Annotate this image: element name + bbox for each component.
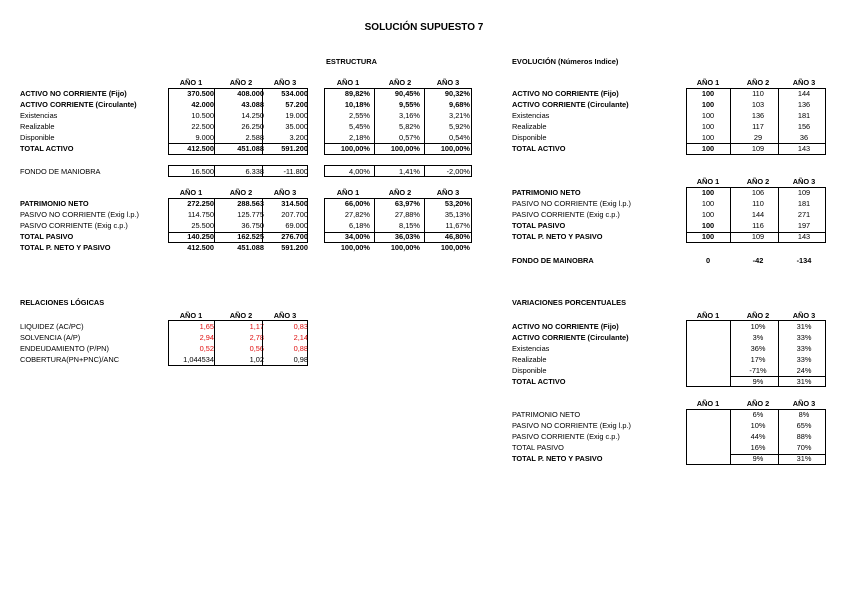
divider-line bbox=[262, 320, 263, 366]
percent-cell: 88% bbox=[796, 432, 812, 441]
percent-cell: -2,00% bbox=[446, 167, 470, 176]
value-cell: 272.250 bbox=[187, 199, 214, 208]
row-label: LIQUIDEZ (AC/PC) bbox=[20, 322, 84, 331]
fondo-pct-box bbox=[324, 165, 472, 177]
column-header: AÑO 1 bbox=[336, 188, 360, 197]
column-header: AÑO 2 bbox=[229, 311, 253, 320]
value-cell: 14.250 bbox=[241, 111, 264, 120]
column-header: AÑO 1 bbox=[696, 399, 720, 408]
page-title: SOLUCIÓN SUPUESTO 7 bbox=[364, 22, 484, 33]
row-label: PATRIMONIO NETO bbox=[20, 199, 89, 208]
row-label: TOTAL P. NETO Y PASIVO bbox=[512, 232, 603, 241]
value-cell: 26.250 bbox=[241, 122, 264, 131]
column-header: AÑO 2 bbox=[746, 177, 770, 186]
value-cell: 591.200 bbox=[281, 144, 308, 153]
percent-cell: 8,15% bbox=[399, 221, 420, 230]
percent-cell: 100,00% bbox=[390, 243, 420, 252]
value-cell: 534.000 bbox=[281, 89, 308, 98]
percent-cell: 100,00% bbox=[440, 144, 470, 153]
value-cell: 276.700 bbox=[281, 232, 308, 241]
value-cell: 25.500 bbox=[191, 221, 214, 230]
divider-line bbox=[424, 198, 425, 243]
column-header: AÑO 2 bbox=[388, 78, 412, 87]
value-cell: -11.800 bbox=[283, 167, 308, 176]
value-cell: 42.000 bbox=[191, 100, 214, 109]
ratio-cell: 0,98 bbox=[293, 355, 308, 364]
divider-line bbox=[214, 88, 215, 155]
percent-cell: 3,21% bbox=[449, 111, 470, 120]
percent-cell: 0,54% bbox=[449, 133, 470, 142]
value-cell: 69.000 bbox=[285, 221, 308, 230]
ratio-cell: 0,83 bbox=[293, 322, 308, 331]
row-label: PATRIMONIO NETO bbox=[512, 188, 581, 197]
divider-line bbox=[778, 88, 779, 155]
index-cell: 100 bbox=[701, 221, 715, 230]
column-header: AÑO 1 bbox=[696, 311, 720, 320]
row-label: TOTAL ACTIVO bbox=[512, 377, 566, 386]
percent-cell: 31% bbox=[796, 377, 812, 386]
percent-cell: 36,03% bbox=[394, 232, 420, 241]
relaciones-box bbox=[168, 320, 308, 366]
index-cell: 271 bbox=[797, 210, 811, 219]
percent-cell: 5,45% bbox=[349, 122, 370, 131]
column-header: AÑO 1 bbox=[179, 311, 203, 320]
value-cell: 288.563 bbox=[237, 199, 264, 208]
percent-cell: 9,55% bbox=[399, 100, 420, 109]
activo-pct-box bbox=[324, 88, 472, 155]
percent-cell: 100,00% bbox=[340, 144, 370, 153]
percent-cell: 89,82% bbox=[344, 89, 370, 98]
percent-cell: 35,13% bbox=[444, 210, 470, 219]
index-cell: 100 bbox=[701, 232, 715, 241]
index-cell: 29 bbox=[753, 133, 763, 142]
value-cell: 43.088 bbox=[241, 100, 264, 109]
percent-cell: 6% bbox=[752, 410, 764, 419]
row-label: ACTIVO CORRIENTE (Circulante) bbox=[20, 100, 137, 109]
divider-line bbox=[168, 143, 308, 144]
divider-line bbox=[730, 187, 731, 243]
percent-cell: 10,18% bbox=[344, 100, 370, 109]
row-label: TOTAL PASIVO bbox=[20, 232, 74, 241]
column-header: AÑO 3 bbox=[273, 188, 297, 197]
index-cell: 0 bbox=[705, 256, 711, 265]
percent-cell: 9% bbox=[752, 377, 764, 386]
index-cell: 197 bbox=[797, 221, 811, 230]
percent-cell: 2,18% bbox=[349, 133, 370, 142]
row-label: PASIVO CORRIENTE (Exig c.p.) bbox=[20, 221, 128, 230]
value-cell: 314.500 bbox=[281, 199, 308, 208]
percent-cell: 100,00% bbox=[440, 243, 470, 252]
percent-cell: 53,20% bbox=[444, 199, 470, 208]
value-cell: 9.000 bbox=[195, 133, 214, 142]
row-label: ACTIVO NO CORRIENTE (Fijo) bbox=[512, 89, 619, 98]
index-cell: 143 bbox=[797, 232, 811, 241]
divider-line bbox=[424, 88, 425, 155]
row-label: Disponible bbox=[512, 133, 547, 142]
row-label: Realizable bbox=[512, 355, 547, 364]
index-cell: 109 bbox=[751, 144, 765, 153]
column-header: AÑO 1 bbox=[696, 78, 720, 87]
value-cell: 408.000 bbox=[237, 89, 264, 98]
divider-line bbox=[262, 198, 263, 243]
index-cell: 100 bbox=[701, 199, 715, 208]
value-cell: 207.700 bbox=[281, 210, 308, 219]
ratio-cell: 2,94 bbox=[199, 333, 214, 342]
divider-line bbox=[374, 165, 375, 177]
value-cell: 370.500 bbox=[187, 89, 214, 98]
index-cell: 136 bbox=[751, 111, 765, 120]
ratio-cell: 2,14 bbox=[293, 333, 308, 342]
row-label: TOTAL PASIVO bbox=[512, 221, 566, 230]
divider-line bbox=[324, 143, 472, 144]
index-cell: 106 bbox=[751, 188, 765, 197]
percent-cell: 3% bbox=[752, 333, 764, 342]
column-header: AÑO 1 bbox=[179, 78, 203, 87]
column-header: AÑO 2 bbox=[229, 78, 253, 87]
row-label: ACTIVO NO CORRIENTE (Fijo) bbox=[20, 89, 127, 98]
percent-cell: 100,00% bbox=[340, 243, 370, 252]
value-cell: 451.088 bbox=[237, 243, 264, 252]
percent-cell: 16% bbox=[750, 443, 766, 452]
divider-line bbox=[214, 198, 215, 243]
index-cell: -134 bbox=[796, 256, 812, 265]
value-cell: 36.750 bbox=[241, 221, 264, 230]
percent-cell: 100,00% bbox=[390, 144, 420, 153]
pasivo-pct-box bbox=[324, 198, 472, 243]
row-label: PATRIMONIO NETO bbox=[512, 410, 581, 419]
column-header: AÑO 3 bbox=[273, 311, 297, 320]
column-header: AÑO 1 bbox=[336, 78, 360, 87]
divider-line bbox=[730, 409, 731, 465]
row-label: Existencias bbox=[20, 111, 58, 120]
percent-cell: 5,82% bbox=[399, 122, 420, 131]
percent-cell: 27,88% bbox=[394, 210, 420, 219]
percent-cell: 33% bbox=[796, 333, 812, 342]
value-cell: 412.500 bbox=[187, 144, 214, 153]
value-cell: 591.200 bbox=[281, 243, 308, 252]
column-header: AÑO 3 bbox=[792, 177, 816, 186]
index-cell: 144 bbox=[751, 210, 765, 219]
index-cell: 109 bbox=[797, 188, 811, 197]
divider-line bbox=[324, 232, 472, 233]
percent-cell: 1,41% bbox=[399, 167, 420, 176]
divider-line bbox=[424, 165, 425, 177]
ratio-cell: 1,65 bbox=[199, 322, 214, 331]
pasivo-values-box bbox=[168, 198, 308, 243]
percent-cell: 24% bbox=[796, 366, 812, 375]
index-cell: 136 bbox=[797, 100, 811, 109]
ratio-cell: 1,17 bbox=[249, 322, 264, 331]
row-label: ENDEUDAMIENTO (P/PN) bbox=[20, 344, 109, 353]
row-label: TOTAL ACTIVO bbox=[20, 144, 74, 153]
row-label: Realizable bbox=[512, 122, 547, 131]
divider-line bbox=[730, 88, 731, 155]
column-header: AÑO 2 bbox=[388, 188, 412, 197]
estructura-title: ESTRUCTURA bbox=[326, 57, 377, 66]
evol-activo-box bbox=[686, 88, 826, 155]
column-header: AÑO 3 bbox=[792, 311, 816, 320]
divider-line bbox=[686, 143, 826, 144]
row-label: FONDO DE MANIOBRA bbox=[20, 167, 101, 176]
percent-cell: 90,45% bbox=[394, 89, 420, 98]
percent-cell: 6,18% bbox=[349, 221, 370, 230]
index-cell: 109 bbox=[751, 232, 765, 241]
index-cell: 100 bbox=[701, 100, 715, 109]
row-label: Existencias bbox=[512, 111, 550, 120]
percent-cell: 27,82% bbox=[344, 210, 370, 219]
ratio-cell: 0,88 bbox=[293, 344, 308, 353]
row-label: Existencias bbox=[512, 344, 550, 353]
index-cell: 117 bbox=[752, 122, 764, 131]
index-cell: 100 bbox=[701, 111, 715, 120]
column-header: AÑO 1 bbox=[696, 177, 720, 186]
percent-cell: 4,00% bbox=[349, 167, 370, 176]
activo-values-box bbox=[168, 88, 308, 155]
row-label: PASIVO NO CORRIENTE (Exig l.p.) bbox=[512, 199, 631, 208]
column-header: AÑO 2 bbox=[229, 188, 253, 197]
index-cell: -42 bbox=[752, 256, 764, 265]
percent-cell: 90,32% bbox=[444, 89, 470, 98]
row-label: PASIVO CORRIENTE (Exig c.p.) bbox=[512, 210, 620, 219]
value-cell: 451.088 bbox=[237, 144, 264, 153]
percent-cell: 63,97% bbox=[394, 199, 420, 208]
ratio-cell: 0,56 bbox=[249, 344, 264, 353]
index-cell: 110 bbox=[752, 89, 764, 98]
row-label: Disponible bbox=[512, 366, 547, 375]
column-header: AÑO 1 bbox=[179, 188, 203, 197]
index-cell: 181 bbox=[797, 111, 811, 120]
row-label: PASIVO NO CORRIENTE (Exig l.p.) bbox=[20, 210, 139, 219]
row-label: ACTIVO NO CORRIENTE (Fijo) bbox=[512, 322, 619, 331]
index-cell: 156 bbox=[797, 122, 811, 131]
value-cell: 162.525 bbox=[237, 232, 264, 241]
divider-line bbox=[214, 165, 215, 177]
value-cell: 140.250 bbox=[187, 232, 214, 241]
percent-cell: 31% bbox=[796, 454, 812, 463]
value-cell: 412.500 bbox=[187, 243, 214, 252]
value-cell: 6.338 bbox=[245, 167, 264, 176]
row-label: TOTAL P. NETO Y PASIVO bbox=[512, 454, 603, 463]
row-label: TOTAL P. NETO Y PASIVO bbox=[20, 243, 111, 252]
divider-line bbox=[374, 198, 375, 243]
percent-cell: -71% bbox=[749, 366, 767, 375]
divider-line bbox=[730, 376, 826, 377]
index-cell: 100 bbox=[701, 89, 715, 98]
fondo-values-box bbox=[168, 165, 308, 177]
row-label: Realizable bbox=[20, 122, 55, 131]
percent-cell: 65% bbox=[796, 421, 812, 430]
index-cell: 100 bbox=[701, 210, 715, 219]
row-label: COBERTURA(PN+PNC)/ANC bbox=[20, 355, 120, 364]
percent-cell: 9,68% bbox=[449, 100, 470, 109]
divider-line bbox=[262, 165, 263, 177]
value-cell: 2.588 bbox=[245, 133, 264, 142]
percent-cell: 8% bbox=[798, 410, 810, 419]
divider-line bbox=[168, 232, 308, 233]
value-cell: 16.500 bbox=[191, 167, 214, 176]
divider-line bbox=[730, 454, 826, 455]
value-cell: 125.775 bbox=[237, 210, 264, 219]
index-cell: 143 bbox=[797, 144, 811, 153]
divider-line bbox=[778, 409, 779, 465]
percent-cell: 70% bbox=[796, 443, 812, 452]
percent-cell: 44% bbox=[750, 432, 766, 441]
index-cell: 116 bbox=[752, 221, 764, 230]
percent-cell: 17% bbox=[750, 355, 766, 364]
relaciones-title: RELACIONES LÓGICAS bbox=[20, 298, 105, 307]
row-label: FONDO DE MAINOBRA bbox=[512, 256, 594, 265]
percent-cell: 10% bbox=[750, 421, 766, 430]
percent-cell: 31% bbox=[796, 322, 812, 331]
percent-cell: 36% bbox=[750, 344, 766, 353]
divider-line bbox=[374, 88, 375, 155]
row-label: PASIVO NO CORRIENTE (Exig l.p.) bbox=[512, 421, 631, 430]
evol-pasivo-box bbox=[686, 187, 826, 243]
column-header: AÑO 3 bbox=[436, 78, 460, 87]
percent-cell: 9% bbox=[752, 454, 764, 463]
var-pasivo-box bbox=[686, 409, 826, 465]
index-cell: 103 bbox=[751, 100, 765, 109]
column-header: AÑO 3 bbox=[273, 78, 297, 87]
column-header: AÑO 3 bbox=[792, 78, 816, 87]
divider-line bbox=[214, 320, 215, 366]
value-cell: 10.500 bbox=[191, 111, 214, 120]
ratio-cell: 2,78 bbox=[249, 333, 264, 342]
evolucion-title: EVOLUCIÓN (Números Indice) bbox=[512, 57, 619, 66]
row-label: TOTAL PASIVO bbox=[512, 443, 564, 452]
percent-cell: 33% bbox=[796, 355, 812, 364]
percent-cell: 5,92% bbox=[449, 122, 470, 131]
index-cell: 100 bbox=[701, 122, 715, 131]
index-cell: 100 bbox=[701, 133, 715, 142]
percent-cell: 66,00% bbox=[344, 199, 370, 208]
column-header: AÑO 3 bbox=[436, 188, 460, 197]
index-cell: 144 bbox=[797, 89, 811, 98]
percent-cell: 33% bbox=[796, 344, 812, 353]
row-label: ACTIVO CORRIENTE (Circulante) bbox=[512, 100, 629, 109]
column-header: AÑO 2 bbox=[746, 311, 770, 320]
value-cell: 57.200 bbox=[285, 100, 308, 109]
column-header: AÑO 3 bbox=[792, 399, 816, 408]
row-label: ACTIVO CORRIENTE (Circulante) bbox=[512, 333, 629, 342]
column-header: AÑO 2 bbox=[746, 78, 770, 87]
percent-cell: 3,16% bbox=[399, 111, 420, 120]
index-cell: 110 bbox=[752, 199, 764, 208]
index-cell: 36 bbox=[799, 133, 809, 142]
divider-line bbox=[778, 187, 779, 243]
ratio-cell: 1,044534 bbox=[183, 355, 214, 364]
column-header: AÑO 2 bbox=[746, 399, 770, 408]
value-cell: 3.200 bbox=[289, 133, 308, 142]
index-cell: 181 bbox=[797, 199, 811, 208]
row-label: SOLVENCIA (A/P) bbox=[20, 333, 81, 342]
ratio-cell: 0,52 bbox=[199, 344, 214, 353]
value-cell: 35.000 bbox=[285, 122, 308, 131]
percent-cell: 2,55% bbox=[349, 111, 370, 120]
divider-line bbox=[262, 88, 263, 155]
index-cell: 100 bbox=[701, 144, 715, 153]
value-cell: 19.000 bbox=[285, 111, 308, 120]
percent-cell: 46,80% bbox=[444, 232, 470, 241]
row-label: PASIVO CORRIENTE (Exig c.p.) bbox=[512, 432, 620, 441]
percent-cell: 0,57% bbox=[399, 133, 420, 142]
percent-cell: 11,67% bbox=[445, 221, 470, 230]
divider-line bbox=[686, 232, 826, 233]
value-cell: 22.500 bbox=[191, 122, 214, 131]
variaciones-title: VARIACIONES PORCENTUALES bbox=[512, 298, 627, 307]
row-label: TOTAL ACTIVO bbox=[512, 144, 566, 153]
percent-cell: 34,00% bbox=[344, 232, 370, 241]
value-cell: 114.750 bbox=[187, 210, 214, 219]
index-cell: 100 bbox=[701, 188, 715, 197]
percent-cell: 10% bbox=[750, 322, 766, 331]
ratio-cell: 1,02 bbox=[249, 355, 264, 364]
row-label: Disponible bbox=[20, 133, 55, 142]
